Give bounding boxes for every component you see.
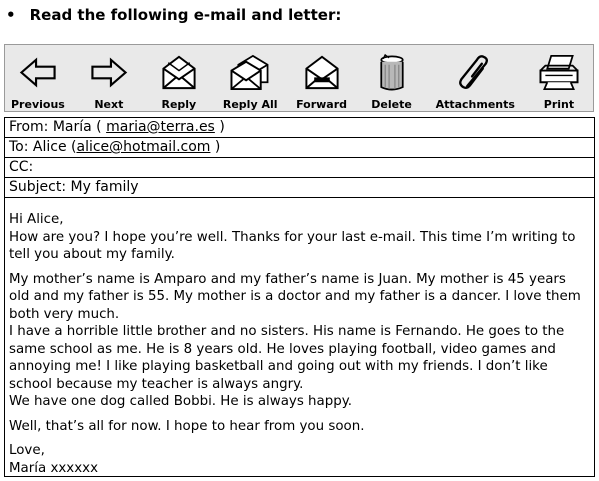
reply-all-label: Reply All (222, 98, 278, 111)
from-email-link[interactable]: maria@terra.es (106, 119, 215, 135)
body-paragraph-4: We have one dog called Bobbi. He is always happy. (9, 394, 353, 409)
to-label: To: Alice ( (9, 139, 77, 155)
email-body (4, 198, 595, 477)
body-paragraph-1: How are you? I hope you’re well. Thanks for your last e-mail. This time I’m writing to tell you about my family. (9, 229, 576, 262)
from-label: From: María ( (9, 119, 102, 135)
envelope-reply-icon (159, 53, 199, 92)
to-row (5, 138, 594, 158)
next-button[interactable] (83, 45, 135, 111)
attachments-button[interactable] (436, 45, 515, 111)
paperclip-icon (455, 53, 495, 92)
instruction-text: Read the following e-mail and letter: (29, 6, 342, 24)
reply-label: Reply (161, 98, 197, 111)
envelope-forward-icon (302, 53, 342, 92)
body-paragraph-3: I have a horrible little brother and no sisters. His name is Fernando. He goes to the same school as me. He is 8 years old. He loves playing football, video games and annoying me! I like playing basketball and going out with my friends. I don’t like school because my teacher is always angry. (9, 324, 565, 392)
from-close: ) (219, 119, 225, 135)
arrow-right-icon (89, 53, 129, 92)
previous-button[interactable] (11, 45, 65, 111)
signature: María xxxxxx (9, 460, 98, 476)
bullet: • (6, 5, 16, 24)
envelopes-reply-all-icon (228, 53, 272, 92)
subject-row (5, 178, 594, 197)
next-label: Next (94, 98, 124, 111)
forward-button[interactable] (296, 45, 348, 111)
to-email-link[interactable]: alice@hotmail.com (76, 139, 211, 155)
print-label: Print (543, 98, 575, 111)
print-button[interactable] (533, 45, 585, 111)
previous-label: Previous (11, 98, 65, 111)
delete-label: Delete (371, 98, 412, 111)
body-paragraph-2: My mother’s name is Amparo and my father’s name is Juan. My mother is 45 years old and my father is 55. My mother is a doctor and my father is a dancer. I love them both very much. (9, 271, 581, 322)
trash-can-icon (375, 53, 409, 92)
cc-row (5, 158, 594, 178)
body-paragraph-5: Well, that’s all for now. I hope to hear from you soon. (9, 418, 365, 434)
printer-icon (536, 53, 582, 92)
email-header (4, 117, 595, 198)
reply-all-button[interactable] (223, 45, 278, 111)
from-row (5, 118, 594, 138)
email-toolbar (4, 44, 594, 112)
greeting: Hi Alice, (9, 212, 64, 227)
instruction (6, 6, 341, 24)
forward-label: Forward (296, 98, 347, 111)
attachments-label: Attachments (435, 98, 515, 111)
to-close: ) (214, 139, 221, 155)
cc-label: CC: (9, 159, 34, 175)
arrow-left-icon (18, 53, 58, 92)
delete-button[interactable] (366, 45, 418, 111)
subject-label: Subject: My family (9, 179, 139, 195)
reply-button[interactable] (153, 45, 205, 111)
closing: Love, (9, 443, 45, 458)
